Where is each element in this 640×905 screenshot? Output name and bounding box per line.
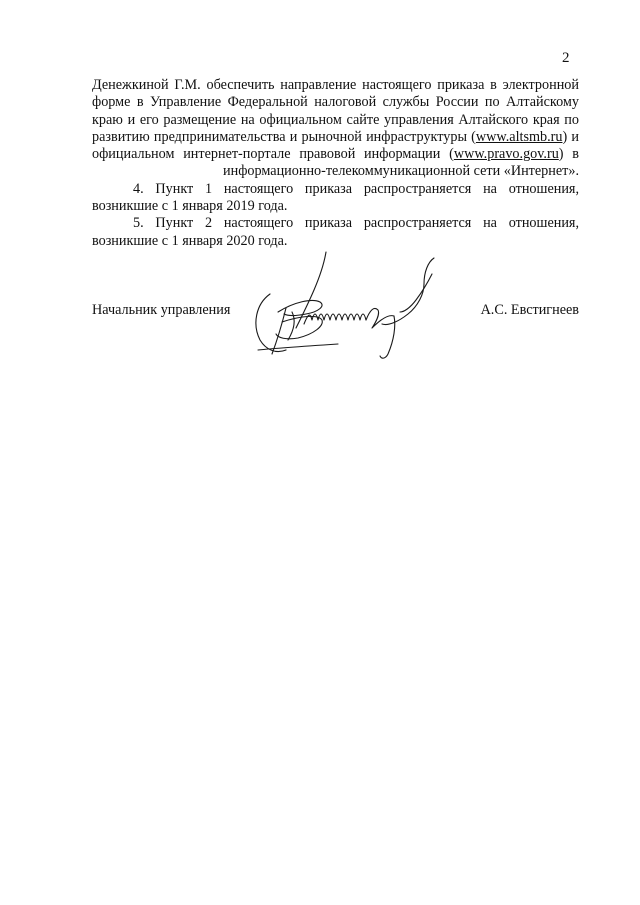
paragraph-item-5: 5. Пункт 2 настоящего приказа распространяется на отношения, возникшие с 1 января 2020 года. — [92, 215, 579, 249]
paragraph-item-4: 4. Пункт 1 настоящего приказа распространяется на отношения, возникшие с 1 января 2019 года. — [92, 180, 579, 215]
document-body — [92, 77, 579, 250]
paragraph-publication-part2: ) и официальном интернет-портале правовой информации ( — [92, 128, 579, 163]
signatory-name: А.С. Евстигнеев — [480, 302, 579, 318]
paragraph-publication — [92, 77, 579, 181]
paragraph-publication-part1: Денежкиной Г.М. обеспечить направление настоящего приказа в электронной форме в Управление Федеральной налоговой службы России по Алтайскому краю и его размещение на официальном сайте управления Алтайского края по развитию предпринимательства и рыночной инфраструктуры ( — [92, 77, 579, 145]
page-number: 2 — [562, 50, 570, 66]
signatory-title: Начальник управления — [92, 302, 231, 318]
link-altsmb[interactable]: www.altsmb.ru — [475, 128, 563, 145]
paragraph-publication-part3: ) в информационно-телекоммуникационной сети «Интернет». — [223, 146, 579, 180]
link-pravo[interactable]: www.pravo.gov.ru — [453, 146, 559, 163]
handwritten-signature — [248, 250, 438, 365]
